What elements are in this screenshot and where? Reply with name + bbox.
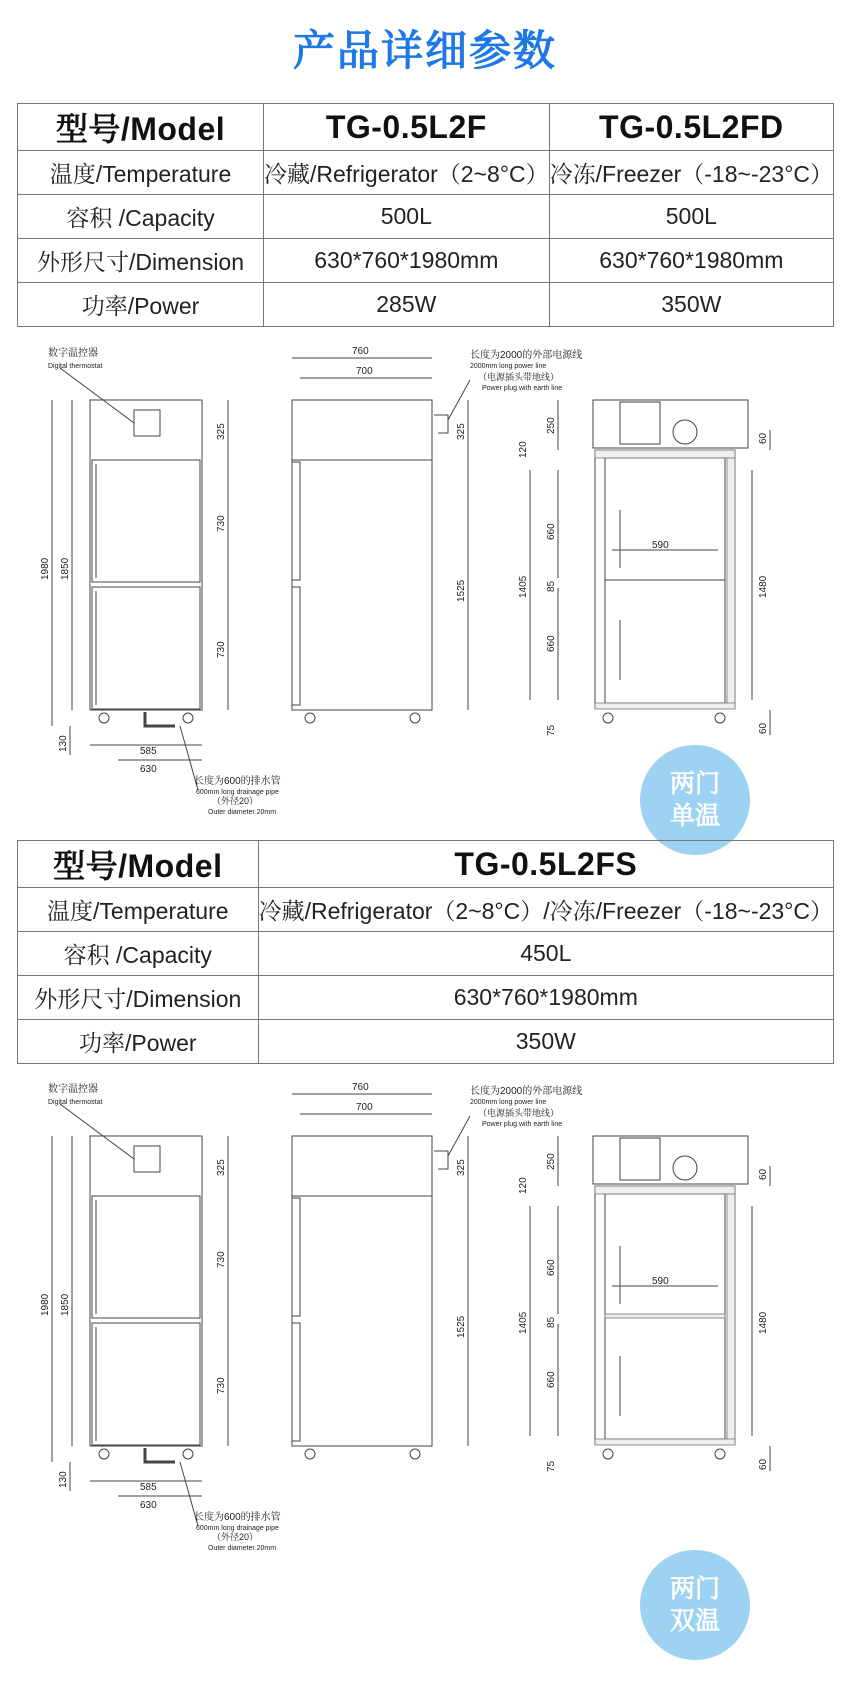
dim-325: 325 xyxy=(456,1159,467,1176)
dim-120: 120 xyxy=(518,441,529,458)
power-line-label: 长度为2000的外部电源线 xyxy=(470,350,583,361)
table-cell: 外形尺寸/Dimension xyxy=(18,239,264,283)
diagram-two-door-single-temp xyxy=(30,340,830,815)
drain-label: 长度为600的排水管 xyxy=(194,1512,281,1523)
dim-75: 75 xyxy=(546,724,557,736)
dim-700: 700 xyxy=(356,1102,373,1113)
dim-250: 250 xyxy=(546,1153,557,1170)
table-cell: 630*760*1980mm xyxy=(263,239,549,283)
table-cell: 500L xyxy=(549,195,833,239)
dim-130: 130 xyxy=(58,1471,69,1488)
outer-diameter-label-en: Outer diameter 20mm xyxy=(208,1545,277,1551)
thermostat-box xyxy=(134,1146,160,1172)
dim-1850: 1850 xyxy=(60,1293,71,1316)
dim-660: 660 xyxy=(546,1371,557,1388)
side-cabinet xyxy=(292,1136,432,1446)
upper-door xyxy=(92,460,200,582)
badge-line: 单温 xyxy=(669,802,720,830)
thermostat-label: 数字温控器 xyxy=(48,1084,98,1095)
table-cell: 功率/Power xyxy=(18,283,264,327)
table-row xyxy=(18,239,834,283)
compressor-top xyxy=(593,400,748,448)
dim-660: 660 xyxy=(546,635,557,652)
table-header-row xyxy=(18,104,834,151)
compressor-top xyxy=(593,1136,748,1184)
outer-diameter-label: （外径20） xyxy=(212,1532,259,1542)
dim-325: 325 xyxy=(216,1159,227,1176)
table-cell: 温度/Temperature xyxy=(18,888,259,932)
dim-730: 730 xyxy=(216,515,227,532)
table-cell: 容积 /Capacity xyxy=(18,195,264,239)
dim-700: 700 xyxy=(356,366,373,377)
dim-1480: 1480 xyxy=(758,575,769,598)
badge-line: 两门 xyxy=(669,1575,720,1603)
dim-590: 590 xyxy=(652,1276,669,1287)
power-line-label-en: 2000mm long power line xyxy=(470,1099,547,1106)
badge-line: 两门 xyxy=(669,770,720,798)
dim-250: 250 xyxy=(546,417,557,434)
header-cell: TG-0.5L2FD xyxy=(549,104,833,151)
dim-1980: 1980 xyxy=(40,557,51,580)
side-cabinet xyxy=(292,400,432,710)
table-row xyxy=(18,151,834,195)
table-cell: 450L xyxy=(258,932,833,976)
table-cell: 285W xyxy=(263,283,549,327)
spec-table-1 xyxy=(17,103,834,327)
thermostat-box xyxy=(134,410,160,436)
dim-60: 60 xyxy=(758,722,769,734)
header-cell: 型号/Model xyxy=(18,841,259,888)
dim-325: 325 xyxy=(216,423,227,440)
power-line-label: 长度为2000的外部电源线 xyxy=(470,1086,583,1097)
table-cell: 350W xyxy=(258,1020,833,1064)
plug-label-en: Power plug with earth line xyxy=(482,1121,563,1128)
dim-60: 60 xyxy=(758,432,769,444)
dim-760: 760 xyxy=(352,346,369,357)
front-cabinet xyxy=(90,1136,202,1446)
outer-diameter-label-en: Outer diameter 20mm xyxy=(208,809,277,815)
dimension-drawing xyxy=(30,340,830,815)
lower-door xyxy=(92,587,200,709)
header-cell: TG-0.5L2F xyxy=(263,104,549,151)
table-row xyxy=(18,195,834,239)
table-row xyxy=(18,1020,834,1064)
dim-585: 585 xyxy=(140,1482,157,1493)
table-header-row xyxy=(18,841,834,888)
dim-630: 630 xyxy=(140,1500,157,1511)
dim-1850: 1850 xyxy=(60,557,71,580)
dim-1525: 1525 xyxy=(456,1315,467,1338)
dim-60: 60 xyxy=(758,1458,769,1470)
spec-table-2 xyxy=(17,840,834,1064)
table-cell: 630*760*1980mm xyxy=(549,239,833,283)
table-cell: 350W xyxy=(549,283,833,327)
outer-diameter-label: （外径20） xyxy=(212,796,259,806)
table-cell: 功率/Power xyxy=(18,1020,259,1064)
lower-door xyxy=(92,1323,200,1445)
badge-line: 双温 xyxy=(669,1607,720,1635)
table-cell: 630*760*1980mm xyxy=(258,976,833,1020)
header-cell: 型号/Model xyxy=(18,104,264,151)
dim-1405: 1405 xyxy=(518,1311,529,1334)
dim-120: 120 xyxy=(518,1177,529,1194)
drain-label: 长度为600的排水管 xyxy=(194,776,281,787)
thermostat-label: 数字温控器 xyxy=(48,348,98,359)
table-cell: 冷冻/Freezer（-18~-23°C） xyxy=(549,151,833,195)
drain-label-en: 600mm long drainage pipe xyxy=(196,789,279,796)
table-row xyxy=(18,932,834,976)
dim-60: 60 xyxy=(758,1168,769,1180)
thermostat-label-en: Digital thermostat xyxy=(48,363,103,370)
dim-1980: 1980 xyxy=(40,1293,51,1316)
plug-label: （电源插头带地线） xyxy=(478,1108,560,1118)
dim-1480: 1480 xyxy=(758,1311,769,1334)
diagram-two-door-dual-temp xyxy=(30,1076,830,1551)
dim-660: 660 xyxy=(546,1259,557,1276)
dim-1405: 1405 xyxy=(518,575,529,598)
table-row xyxy=(18,283,834,327)
dim-730: 730 xyxy=(216,641,227,658)
dim-660: 660 xyxy=(546,523,557,540)
plug-label-en: Power plug with earth line xyxy=(482,385,563,392)
table-cell: 冷藏/Refrigerator（2~8°C） xyxy=(263,151,549,195)
table-row xyxy=(18,976,834,1020)
table-cell: 冷藏/Refrigerator（2~8°C）/冷冻/Freezer（-18~-23°C） xyxy=(258,888,833,932)
dim-130: 130 xyxy=(58,735,69,752)
badge-two-door-single-temp xyxy=(640,745,750,855)
badge-two-door-dual-temp xyxy=(640,1550,750,1660)
thermostat-label-en: Digital thermostat xyxy=(48,1099,103,1106)
dim-85: 85 xyxy=(546,580,557,592)
dim-760: 760 xyxy=(352,1082,369,1093)
table-row xyxy=(18,888,834,932)
dim-325: 325 xyxy=(456,423,467,440)
power-line-label-en: 2000mm long power line xyxy=(470,363,547,370)
table-cell: 容积 /Capacity xyxy=(18,932,259,976)
section-body xyxy=(595,450,735,708)
page-title: 产品详细参数 xyxy=(292,27,557,74)
dim-1525: 1525 xyxy=(456,579,467,602)
dim-630: 630 xyxy=(140,764,157,775)
dimension-drawing xyxy=(30,1076,830,1551)
table-cell: 500L xyxy=(263,195,549,239)
dim-590: 590 xyxy=(652,540,669,551)
front-cabinet xyxy=(90,400,202,710)
table-cell: 温度/Temperature xyxy=(18,151,264,195)
dim-85: 85 xyxy=(546,1316,557,1328)
table-cell: 外形尺寸/Dimension xyxy=(18,976,259,1020)
dim-730: 730 xyxy=(216,1377,227,1394)
upper-door xyxy=(92,1196,200,1318)
drain-label-en: 600mm long drainage pipe xyxy=(196,1525,279,1532)
plug-label: （电源插头带地线） xyxy=(478,372,560,382)
dim-730: 730 xyxy=(216,1251,227,1268)
header-cell: TG-0.5L2FS xyxy=(258,841,833,888)
dim-75: 75 xyxy=(546,1460,557,1472)
dim-585: 585 xyxy=(140,746,157,757)
